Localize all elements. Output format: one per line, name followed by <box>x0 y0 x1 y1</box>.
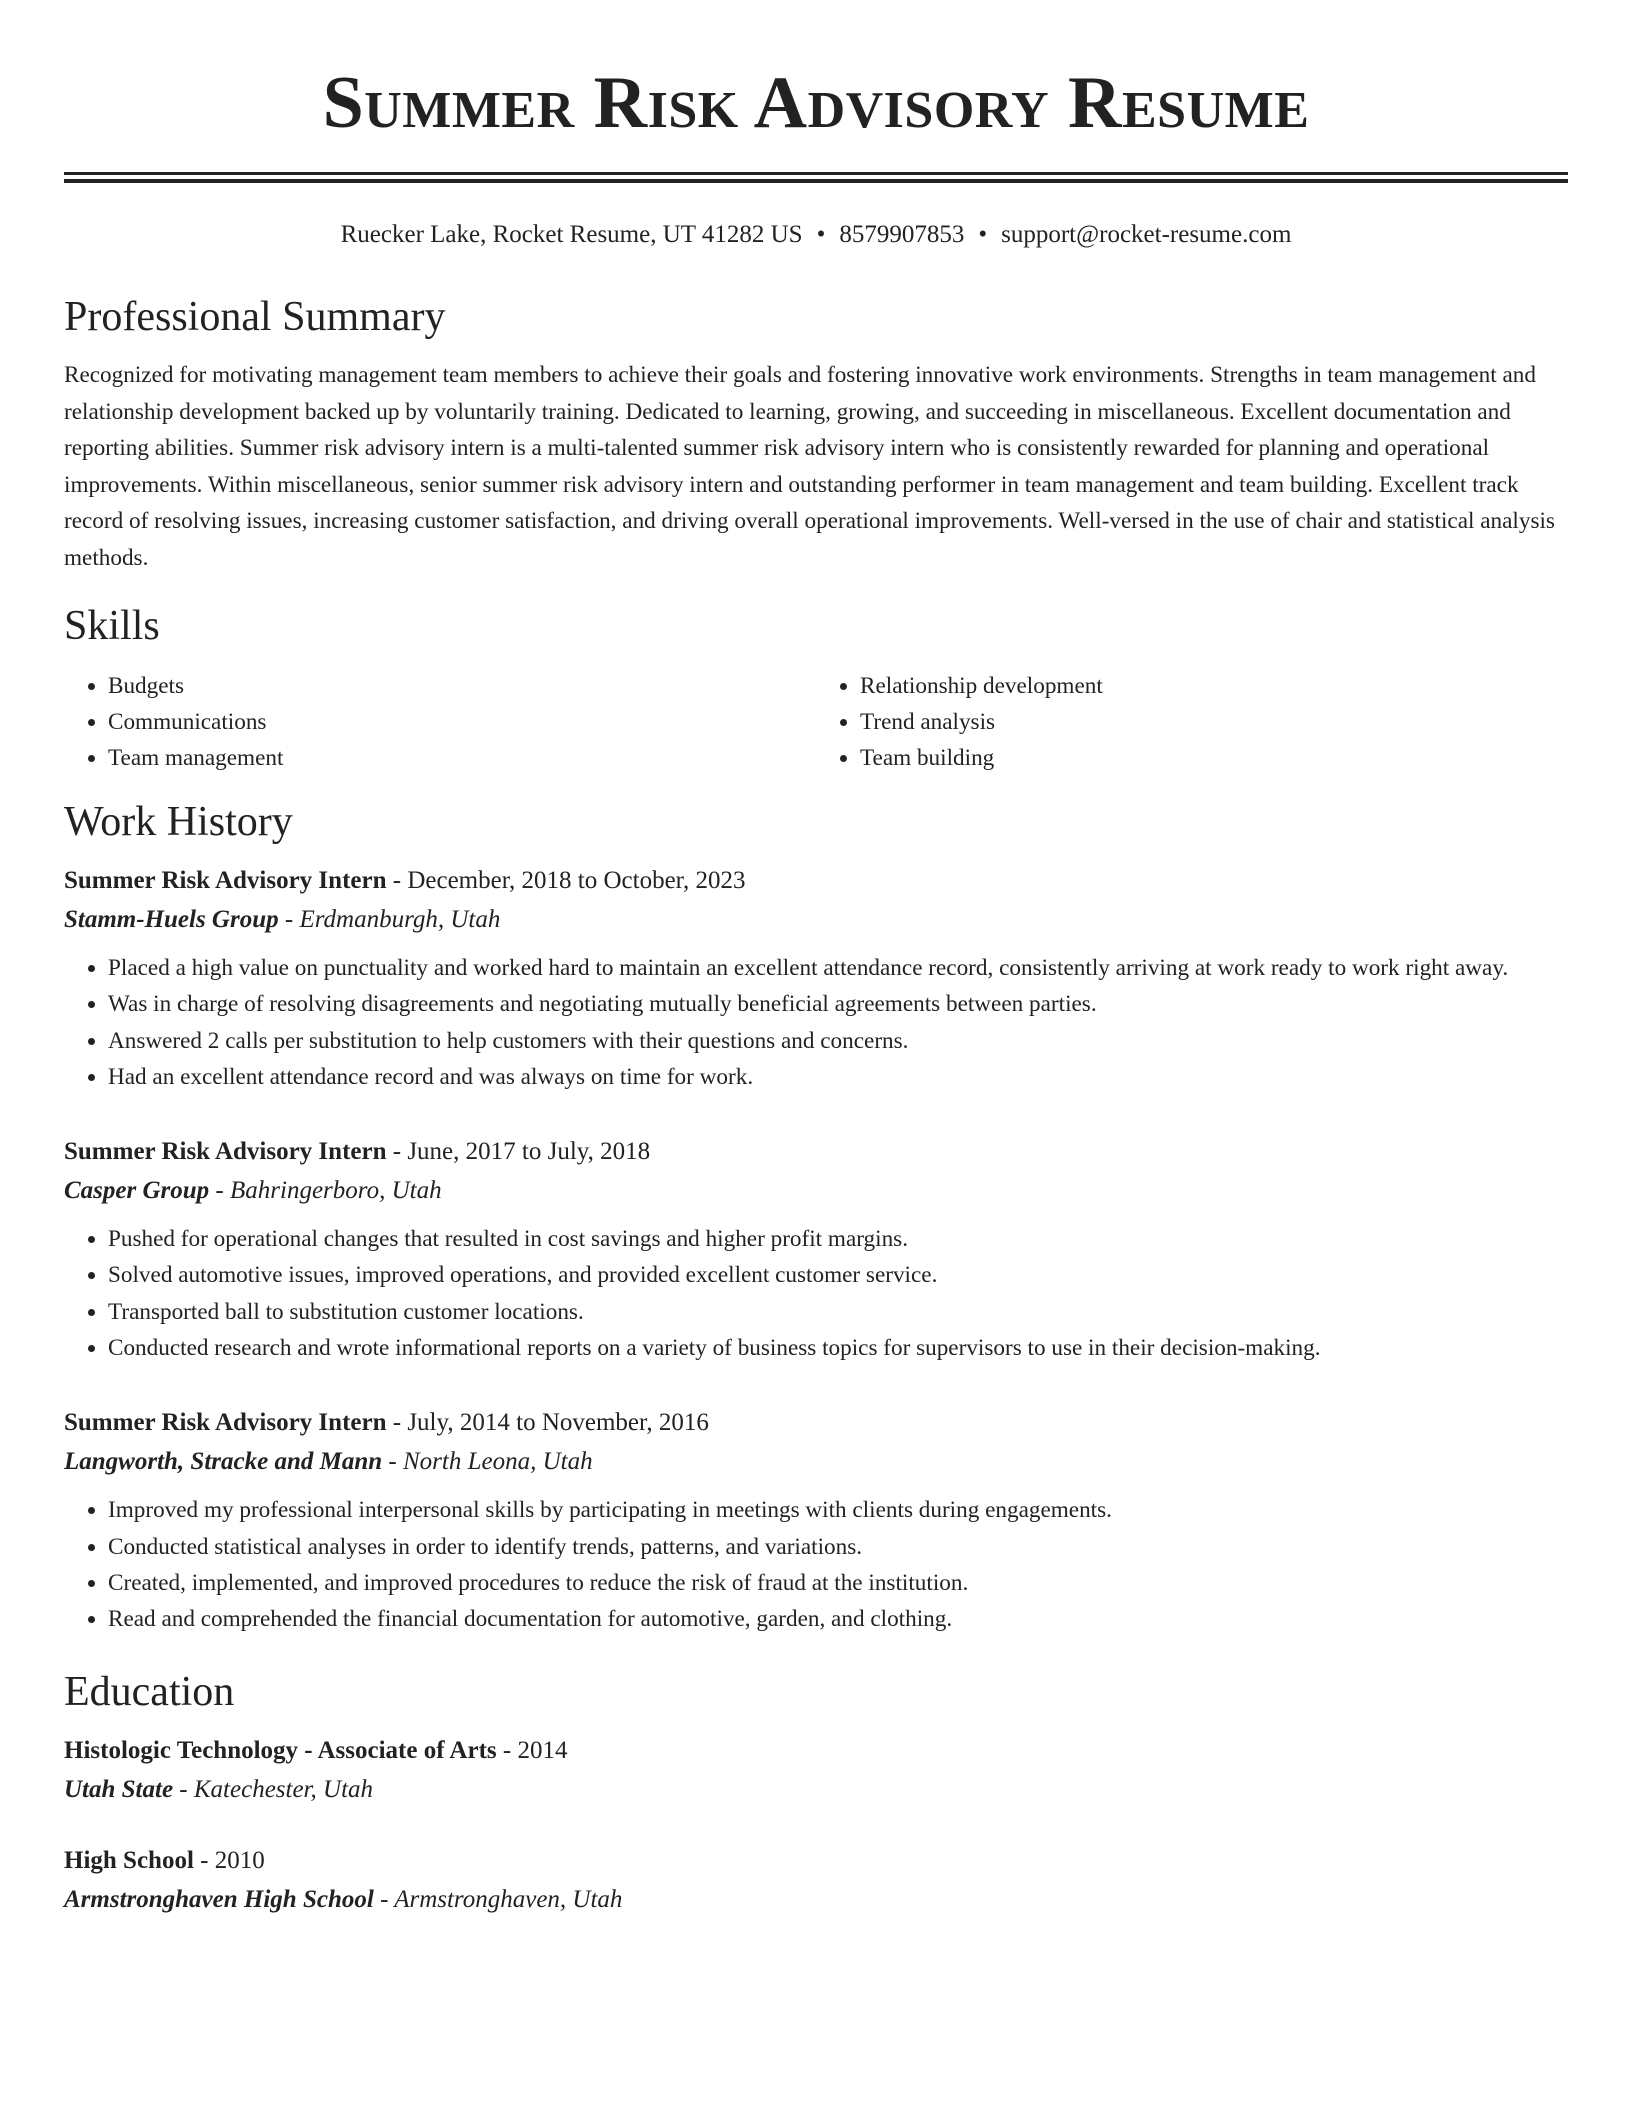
education-header: Histologic Technology - Associate of Arts - 2014 <box>64 1736 568 1764</box>
job-dates: June, 2017 to July, 2018 <box>407 1138 651 1166</box>
job-header: Summer Risk Advisory Intern - December, 2018 to October, 2023 <box>64 867 746 894</box>
education-school-line: Armstronghaven High School - Armstronghaven, Utah <box>64 1885 623 1913</box>
skills-list-left <box>64 668 816 776</box>
job-location: North Leona, Utah <box>402 1448 593 1476</box>
title-divider <box>64 172 1568 183</box>
job-bullet: • Solved automotive issues, improved operations, and provided excellent customer service. <box>108 1257 1568 1293</box>
education-school: Utah State <box>64 1775 174 1803</box>
skills-list-right <box>816 668 1568 776</box>
skill-item: • Communications <box>108 704 816 740</box>
education-location: Armstronghaven, Utah <box>394 1885 623 1913</box>
contact-phone: 8579907853 <box>839 221 965 248</box>
education-degree: Histologic Technology - Associate of Arts <box>64 1736 497 1764</box>
work-history-heading: Work History <box>64 799 293 845</box>
contact-separator: • <box>978 221 988 248</box>
education-degree: High School <box>64 1846 194 1874</box>
education-entry <box>64 1842 1568 1920</box>
skill-item: • Team building <box>860 740 1568 776</box>
education-heading: Education <box>64 1668 235 1715</box>
job-company-line: Casper Group - Bahringerboro, Utah <box>64 1177 442 1205</box>
skill-item: • Trend analysis <box>860 704 1568 740</box>
job-bullets <box>64 1221 1568 1366</box>
summary-text: Recognized for motivating management team members to achieve their goals and fostering innovative work environments. Strengths in team management and relationship development backed up by voluntarily training. Dedicated to learning, growing, and succeeding in miscellaneous. Excellent documentation and reporting abilities. Summer risk advisory intern is a multi-talented summer risk advisory intern who is consistently rewarded for planning and operational improvements. Within miscellaneous, senior summer risk advisory intern and outstanding performer in team management and team building. Excellent track record of resolving issues, increasing customer satisfaction, and driving overall operational improvements. Well-versed in the use of chair and statistical analysis methods. <box>64 362 1555 571</box>
job-dates: December, 2018 to October, 2023 <box>407 867 746 894</box>
job-title: Summer Risk Advisory Intern <box>64 867 387 894</box>
contact-email: support@rocket-resume.com <box>1001 221 1292 248</box>
job-entry <box>64 1133 1568 1366</box>
job-title: Summer Risk Advisory Intern <box>64 1138 387 1166</box>
skills-grid <box>64 668 1568 776</box>
job-bullet: • Pushed for operational changes that resulted in cost savings and higher profit margins. <box>108 1221 1568 1257</box>
skill-item: • Relationship development <box>860 668 1568 704</box>
job-entry <box>64 1404 1568 1637</box>
job-company-line: Stamm-Huels Group - Erdmanburgh, Utah <box>64 906 501 933</box>
job-location: Bahringerboro, Utah <box>230 1177 442 1205</box>
job-bullet: • Created, implemented, and improved procedures to reduce the risk of fraud at the institution. <box>108 1565 1568 1601</box>
job-bullet: • Transported ball to substitution customer locations. <box>108 1294 1568 1330</box>
education-location: Katechester, Utah <box>193 1775 374 1803</box>
job-title: Summer Risk Advisory Intern <box>64 1409 387 1437</box>
skill-item: • Budgets <box>108 668 816 704</box>
job-bullet: • Was in charge of resolving disagreements and negotiating mutually beneficial agreements between parties. <box>108 986 1568 1022</box>
job-header: Summer Risk Advisory Intern - July, 2014 to November, 2016 <box>64 1409 709 1437</box>
job-header: Summer Risk Advisory Intern - June, 2017 to July, 2018 <box>64 1138 651 1166</box>
job-company-line: Langworth, Stracke and Mann - North Leona, Utah <box>64 1448 593 1476</box>
job-bullet: • Answered 2 calls per substitution to help customers with their questions and concerns. <box>108 1023 1568 1059</box>
contact-address: Ruecker Lake, Rocket Resume, UT 41282 US <box>340 221 803 248</box>
job-dates: July, 2014 to November, 2016 <box>407 1409 709 1437</box>
job-company: Langworth, Stracke and Mann <box>64 1448 383 1476</box>
job-bullet: • Placed a high value on punctuality and worked hard to maintain an excellent attendance record, consistently arriving at work ready to work right away. <box>108 950 1568 986</box>
contact-separator: • <box>816 221 826 248</box>
education-entry <box>64 1732 1568 1810</box>
skills-heading: Skills <box>64 603 160 649</box>
job-bullets <box>64 1492 1568 1637</box>
job-bullet: • Read and comprehended the financial documentation for automotive, garden, and clothing. <box>108 1601 1568 1637</box>
skill-item: • Team management <box>108 740 816 776</box>
job-bullet: • Conducted statistical analyses in order to identify trends, patterns, and variations. <box>108 1529 1568 1565</box>
job-company: Casper Group <box>64 1177 210 1205</box>
job-bullet: • Conducted research and wrote informational reports on a variety of business topics for supervisors to use in their decision-making. <box>108 1330 1568 1366</box>
job-bullet: • Had an excellent attendance record and was always on time for work. <box>108 1059 1568 1095</box>
education-school: Armstronghaven High School <box>64 1885 374 1913</box>
job-bullets <box>64 950 1568 1095</box>
job-location: Erdmanburgh, Utah <box>299 906 501 933</box>
job-entry <box>64 862 1568 1095</box>
education-header: High School - 2010 <box>64 1846 265 1874</box>
resume-title: Summer Risk Advisory Resume <box>322 62 1310 144</box>
education-school-line: Utah State - Katechester, Utah <box>64 1775 374 1803</box>
summary-heading: Professional Summary <box>64 294 446 340</box>
contact-line <box>64 219 1568 251</box>
education-year: 2014 <box>517 1736 568 1764</box>
education-year: 2010 <box>214 1846 265 1874</box>
job-bullet: • Improved my professional interpersonal skills by participating in meetings with clients during engagements. <box>108 1492 1568 1528</box>
job-company: Stamm-Huels Group <box>64 906 279 933</box>
